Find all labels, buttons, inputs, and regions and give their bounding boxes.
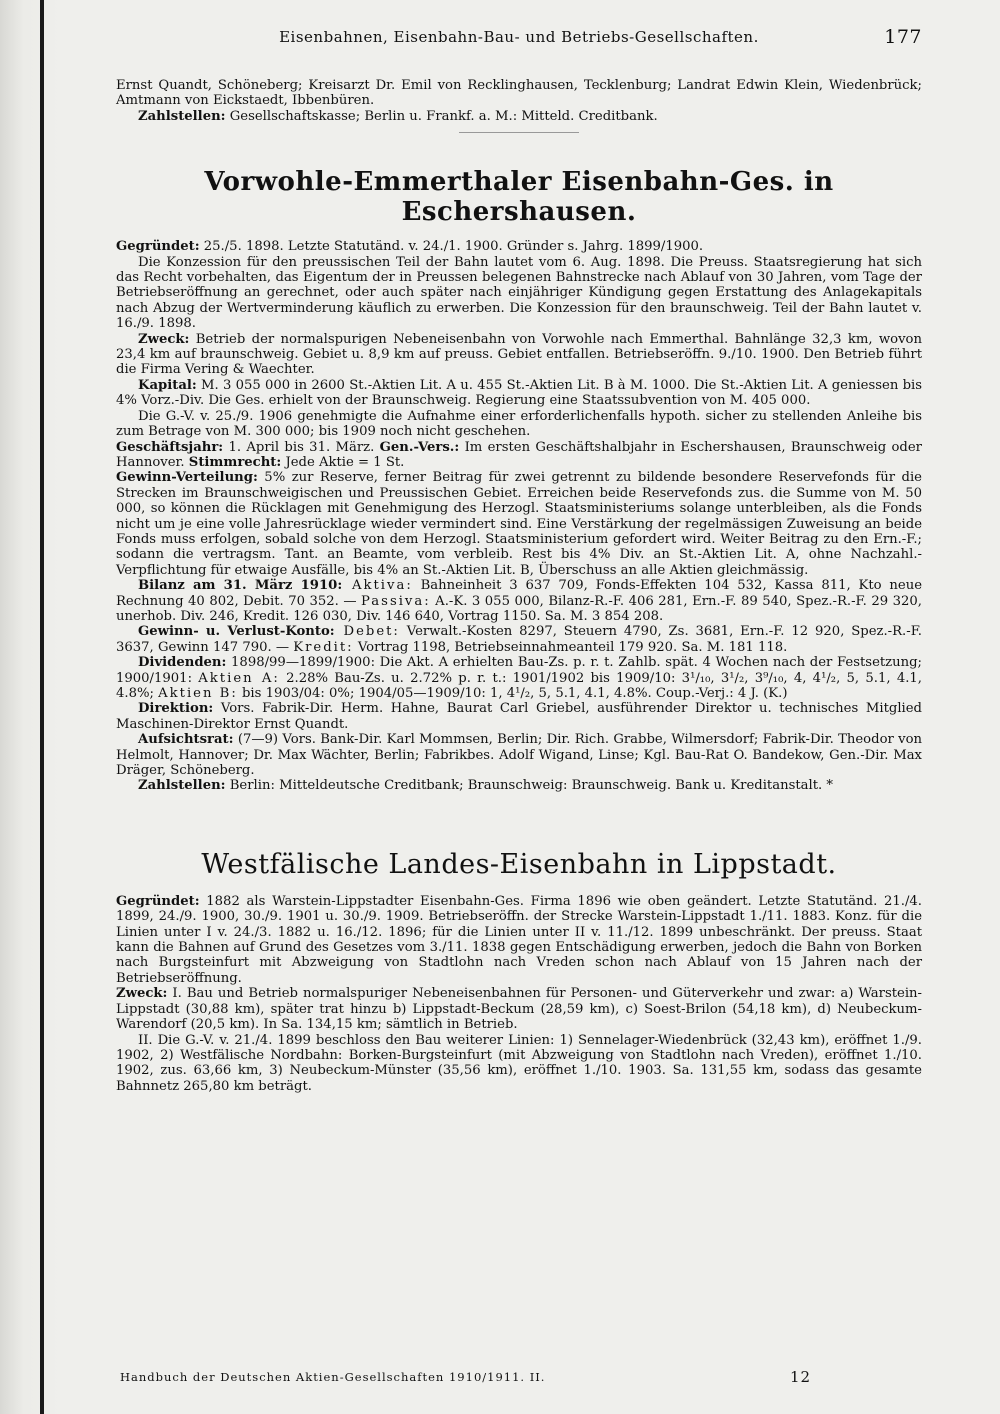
label: Zahlstellen:: [138, 108, 226, 124]
label: Kapital:: [138, 377, 197, 393]
s2-zweck-ii: II. Die G.-V. v. 21./4. 1899 beschloss den Bau weiterer Linien: 1) Sennelager-Wiedenbrück (32,43 km), eröffnet 1./9. 1902, 2) Westfälische Nordbahn: Borken-Burgsteinfurt (mit Abzweigung von Stadtlohn nach Vreden), eröffnet 1./10. 1902, zus. 63,66 km, 3) Neubeckum-Münster (35,56 km), eröffnet 1./10. 1903. Sa. 131,55 km, sodass das gesamte Bahnnetz 265,80 km beträgt.: [116, 1032, 922, 1094]
section1-title: Vorwohle-Emmerthaler Eisenbahn-Ges. in Eschershausen.: [204, 167, 834, 228]
text: Bahneinheit 3 637 709, Fonds-Effekten 104 532, Kassa 811, Kto neue Rechnung 40 802, Debit. 70 352. —: [116, 578, 922, 609]
text: Berlin: Mitteldeutsche Creditbank; Braunschweig: Braunschweig. Bank u. Kreditanstalt. *: [225, 778, 834, 794]
signature-number: 12: [790, 1368, 812, 1386]
s1-kapital: [116, 378, 922, 409]
text: Verwalt.-Kosten 8297, Steuern 4790, Zs. 3681, Ern.-F. 12 920, Spez.-R.-F. 3637, Gewinn 147 790. —: [116, 624, 922, 655]
label: Gewinn- u. Verlust-Konto:: [138, 624, 335, 640]
text: M. 3 055 000 in 2600 St.-Aktien Lit. A u. 455 St.-Aktien Lit. B à M. 1000. Die St.-Aktien Lit. A geniessen bis 4% Vorz.-Div. Die Ges. erhielt von der Braunschweig. Regierung eine Staatssubvention von M. 405 000.: [116, 377, 922, 409]
intro-members: Ernst Quandt, Schöneberg; Kreisarzt Dr. Emil von Recklinghausen, Tecklenburg; Landrat Edwin Klein, Wiedenbrück; Amtmann von Eickstaedt, Ibbenbüren.: [116, 78, 922, 109]
text: 25./5. 1898. Letzte Statutänd. v. 24./1. 1900. Gründer s. Jahrg. 1899/1900.: [199, 239, 704, 255]
text: Jede Aktie = 1 St.: [281, 454, 405, 470]
label: Gegründet:: [116, 893, 200, 909]
s1-guv: [116, 624, 922, 655]
text: Vors. Fabrik-Dir. Herm. Hahne, Baurat Carl Griebel, ausführender Direktor u. technisches Mitglied Maschinen-Direktor Ernst Quandt.: [116, 701, 922, 732]
label: Aufsichtsrat:: [138, 732, 234, 748]
label: Gen.-Vers.:: [379, 439, 460, 455]
label: Geschäftsjahr:: [116, 439, 224, 455]
label: Direktion:: [138, 701, 214, 717]
book-spine-edge: [40, 0, 44, 1414]
label: Gegründet:: [116, 239, 200, 255]
text: 1882 als Warstein-Lippstadter Eisenbahn-Ges. Firma 1896 wie oben geändert. Letzte Statutänd. 21./4. 1899, 24./9. 1900, 30./9. 1901 u. 30./9. 1909. Betriebseröffn. der Strecke Warstein-Lippstadt 1./11. 1883. Konz. für die Linien unter I v. 24./3. 1882 u. 16./12. 1896; für die Linien unter II v. 11./12. 1899 unbeschränkt. Der preuss. Staat kann die Bahnen auf Grund des Gesetzes vom 3./11. 1838 gegen Entschädigung erwerben, jedoch die Bahn von Borken nach Burgsteinfurt mit Abzweigung von Stadtlohn nach Vreden schon nach Ablauf von 15 Jahren nach der Betriebseröffnung.: [116, 893, 922, 986]
label: Kredit:: [293, 639, 354, 655]
label: Aktien B:: [158, 686, 238, 701]
book-gutter: [0, 0, 60, 1414]
s1-gewinn-verteilung: [116, 470, 922, 578]
running-title: Eisenbahnen, Eisenbahn-Bau- und Betriebs-Gesellschaften.: [279, 28, 759, 46]
text: Betrieb der normalspurigen Nebeneisenbahn von Vorwohle nach Emmerthal. Bahnlänge 32,3 km, wovon 23,4 km auf braunschweig. Gebiet u. 8,9 km auf preuss. Gebiet entfallen. Betriebseröffn. 9./10. 1900. Den Betrieb führt die Firma Vering & Waechter.: [116, 331, 922, 378]
text: 1. April bis 31. März.: [223, 439, 375, 455]
label: Gewinn-Verteilung:: [116, 470, 258, 486]
text: I. Bau und Betrieb normalspuriger Nebeneisenbahnen für Personen- und Güterverkehr und zwar: a) Warstein-Lippstadt (30,88 km), später trat hinzu b) Lippstadt-Beckum (28,59 km), c) Soest-Brilon (54,18 km), d) Neubeckum-Warendorf (20,5 km). In Sa. 134,15 km; sämtlich in Betrieb.: [116, 986, 922, 1033]
s1-direktion: [116, 701, 922, 732]
text: A.-K. 3 055 000, Bilanz-R.-F. 406 281, Ern.-F. 89 540, Spez.-R.-F. 29 320, unerhob. Div. 246, Kredit. 126 030, Div. 146 640, Vortrag 1150. Sa. M. 3 854 208.: [116, 593, 922, 624]
text: bis 1903/04: 0%; 1904/05—1909/10: 1, 4¹/₂, 5, 5.1, 4.1, 4.8%. Coup.-Verj.: 4 J. (K.): [237, 686, 788, 701]
running-header: [116, 26, 922, 52]
text: Gesellschaftskasse; Berlin u. Frankf. a. M.: Mitteld. Creditbank.: [225, 108, 658, 124]
label: Dividenden:: [138, 655, 227, 671]
label: Zweck:: [138, 331, 190, 347]
text: Im ersten Geschäftshalbjahr in Eschershausen, Braunschweig oder Hannover.: [116, 439, 922, 470]
page-number: 177: [884, 26, 922, 48]
text: Vortrag 1198, Betriebseinnahmeanteil 179 920. Sa. M. 181 118.: [353, 639, 788, 655]
s1-zahlstellen: [116, 778, 922, 793]
section-divider: [459, 132, 579, 133]
s1-geschaeftsjahr: [116, 440, 922, 471]
s1-aufsichtsrat: [116, 732, 922, 778]
text: 5% zur Reserve, ferner Beitrag für zwei getrennt zu bildende besondere Reservefonds für die Strecken im Braunschweigischen und Preussischen Gebiet. Erreichen beide Reservefonds zus. die Summe von M. 50 000, so können die Rücklagen mit Genehmigung des Herzogl. Staatsministeriums solange unterbleiben, als die Fonds nicht um je eine volle Jahresrücklage wieder vermindert sind. Eine Verstärkung der regelmässigen Zuweisung an beide Fonds muss erfolgen, sobald solche von dem Herzogl. Staatsministerium gefordert wird. Weiter Beitrag zu den Ern.-F.; sodann die vertragsm. Tant. an Beamte, vom verbleib. Rest bis 4% Div. an St.-Aktien Lit. A, ohne Nachzahl.-Verpflichtung für etwaige Ausfälle, bis 4% an St.-Aktien Lit. B, Überschuss an alle Aktien gleichmässig.: [116, 470, 922, 578]
label: Passiva:: [361, 593, 431, 609]
s2-gegruendet: [116, 894, 922, 986]
s1-dividenden: [116, 655, 922, 701]
s1-bilanz: [116, 578, 922, 624]
label: Aktien A:: [198, 670, 280, 686]
footer-text: Handbuch der Deutschen Aktien-Gesellschaften 1910/1911. II.: [120, 1370, 546, 1384]
s2-zweck: [116, 986, 922, 1032]
intro-zahlstellen: [116, 109, 922, 124]
s1-konzession: Die Konzession für den preussischen Teil der Bahn lautet vom 6. Aug. 1898. Die Preuss. Staatsregierung hat sich das Recht vorbehalten, das Eigentum der in Preussen belegenen Bahnstrecke nach Ablauf von 30 Jahren, vom Tage der Betriebseröffnung an gerechnet, oder auch später nach einjähriger Kündigung gegen Erstattung des Anlagekapitals nach Abzug der Wertverminderung käuflich zu erwerben. Die Konzession für den braunschweig. Teil der Bahn lautet v. 16./9. 1898.: [116, 254, 922, 332]
text: 1898/99—1899/1900: Die Akt. A erhielten Bau-Zs. p. r. t. Zahlb. spät. 4 Wochen nach der Festsetzung; 1900/1901:: [116, 655, 922, 686]
text: 2.28% Bau-Zs. u. 2.72% p. r. t.: 1901/1902 bis 1909/10: 3¹/₁₀, 3¹/₂, 3⁹/₁₀, 4, 4¹/₂, 5, 5.1, 4.1, 4.8%;: [116, 670, 922, 701]
label: Zahlstellen:: [138, 778, 226, 794]
text: (7—9) Vors. Bank-Dir. Karl Mommsen, Berlin; Dir. Rich. Grabbe, Wilmersdorf; Fabrik-Dir. Theodor von Helmolt, Hannover; Dr. Max Wächter, Berlin; Fabrikbes. Adolf Wigand, Linse; Kgl. Bau-Rat O. Bandekow, Gen.-Dir. Max Dräger, Schöneberg.: [116, 732, 922, 779]
s1-zweck: [116, 332, 922, 378]
label: Aktiva:: [342, 578, 413, 594]
label: Debet:: [334, 624, 400, 640]
label: Zweck:: [116, 986, 168, 1002]
page-content: [116, 26, 922, 1094]
s1-gv: Die G.-V. v. 25./9. 1906 genehmigte die Aufnahme einer erforderlichenfalls hypoth. sicher zu stellenden Anleihe bis zum Betrage von M. 300 000; bis 1909 noch nicht geschehen.: [116, 408, 922, 440]
page-footer: [120, 1370, 820, 1384]
s1-gegruendet: [116, 239, 922, 254]
label: Bilanz am 31. März 1910:: [138, 578, 343, 594]
label: Stimmrecht:: [188, 454, 282, 470]
section2-title: Westfälische Landes-Eisenbahn in Lippstadt.: [201, 848, 837, 880]
